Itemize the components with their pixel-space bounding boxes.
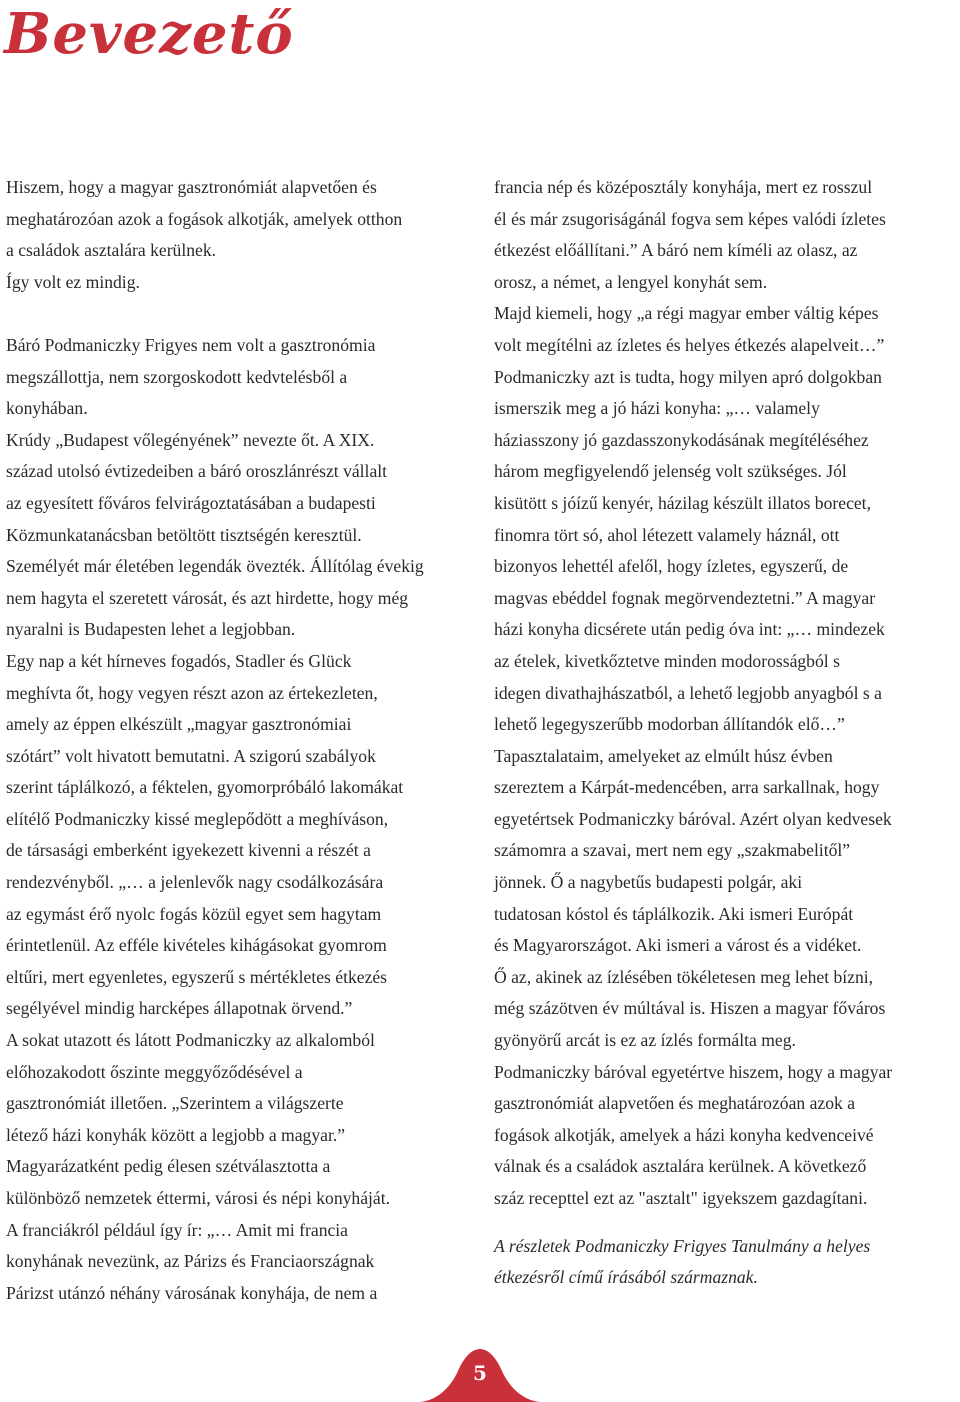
right-text-line: Tapasztalataim, amelyeket az elmúlt húsz évben [494, 745, 833, 766]
right-text-line: ismerszik meg a jó házi konyha: „… valamely [494, 398, 820, 419]
right-text-line: három megfigyelendő jelenség volt szükséges. Jól [494, 461, 847, 482]
left-text-line: segélyével mindig harcképes állapotnak örvend.” [6, 998, 353, 1019]
left-text-line: Báró Podmaniczky Frigyes nem volt a gasztronómia [6, 334, 376, 355]
source-caption [494, 1231, 960, 1294]
right-text-line: Ő az, akinek az ízlésében tökéletesen meg lehet bízni, [494, 966, 874, 987]
caption-line: A részletek Podmaniczky Frigyes Tanulmány a helyes [494, 1235, 871, 1256]
right-text-line: válnak és a családok asztalára kerülnek. A következő [494, 1156, 867, 1177]
right-text-line: kisütött s jóízű kenyér, házilag készült illatos borecet, [494, 492, 871, 513]
left-text-line: érintetlenül. Az efféle kivételes kihágásokat gyomrom [6, 935, 387, 956]
left-text-line: gasztronómiát illetően. „Szerintem a világszerte [6, 1093, 344, 1114]
left-text-line: Egy nap a két hírneves fogadós, Stadler és Glück [6, 650, 352, 671]
right-text-line: él és már zsugoriságánál fogva sem képes valódi ízletes [494, 208, 886, 229]
left-text-line: a családok asztalára kerülnek. [6, 240, 217, 261]
left-text-line: nyaralni is Budapesten lehet a legjobban. [6, 619, 296, 640]
left-text-line: különböző nemzetek éttermi, városi és népi konyháját. [6, 1188, 391, 1208]
left-text-line: Hiszem, hogy a magyar gasztronómiát alapvetően és [6, 177, 377, 197]
left-text-line: előhozakodott őszinte meggyőződésével a [6, 1061, 303, 1082]
left-text-line: az egymást érő nyolc fogás közül egyet sem hagytam [6, 903, 382, 924]
right-text-line: jönnek. Ő a nagybetűs budapesti polgár, aki [494, 872, 803, 893]
left-text-line: Krúdy „Budapest vőlegényének” nevezte őt. A XIX. [6, 429, 375, 450]
left-text-line: létező házi konyhák között a legjobb a magyar.” [6, 1124, 346, 1145]
right-text-line: idegen divathajhászatból, a lehető legjobb anyagból s a [494, 682, 882, 703]
left-text-line: nem hagyta el szeretett városát, és azt hirdette, hogy még [6, 587, 409, 608]
right-text-line: még százötven év múltával is. Hiszen a magyar főváros [494, 998, 886, 1019]
left-text-column [6, 172, 476, 1309]
page-number-badge [420, 1345, 540, 1402]
left-text-line: rendezvényből. „… a jelenlevők nagy csodálkozására [6, 872, 384, 893]
left-text-line: megszállottja, nem szorgoskodott kedvtelésből a [6, 366, 348, 387]
left-text-line: Így volt ez mindig. [6, 271, 140, 292]
page-title: Bevezető [4, 1, 294, 67]
right-text-line: Podmaniczky azt is tudta, hogy milyen apró dolgokban [494, 366, 882, 387]
right-text-line: házi konyha dicsérete után pedig óva int: „… mindezek [494, 619, 885, 640]
left-text-line: konyhában. [6, 398, 88, 419]
left-text-line: A franciákról például így ír: „… Amit mi francia [6, 1219, 348, 1240]
caption-line: étkezésről című írásából származnak. [494, 1267, 758, 1288]
right-text-line: fogások alkotják, amelyek a házi konyha kedvenceivé [494, 1124, 874, 1145]
right-text-line: tudatosan kóstol és táplálkozik. Aki ismeri Európát [494, 903, 854, 924]
right-text-line: orosz, a német, a lengyel konyhát sem. [494, 271, 768, 292]
right-text-line: Majd kiemeli, hogy „a régi magyar ember váltig képes [494, 303, 879, 324]
left-text-line: A sokat utazott és látott Podmaniczky az alkalomból [6, 1030, 375, 1051]
right-body-text [494, 172, 960, 1215]
left-text-line: Közmunkatanácsban betöltött tisztségén keresztül. [6, 524, 362, 545]
left-text-line: amely az éppen elkészült „magyar gasztronómiai [6, 714, 352, 735]
left-text-line: elítélő Podmaniczky kissé meglepődött a meghíváson, [6, 808, 389, 829]
left-text-line: de társasági emberként igyekezett kivenni a részét a [6, 840, 371, 861]
page-number: 5 [473, 1361, 487, 1385]
left-text-line: konyhának nevezünk, az Párizs és Franciaországnak [6, 1251, 375, 1272]
right-text-line: Podmaniczky báróval egyetértve hiszem, hogy a magyar [494, 1061, 893, 1082]
right-text-line: bizonyos lehettél afelől, hogy ízletes, egyszerű, de [494, 556, 849, 577]
left-text-line: Magyarázatként pedig élesen szétválasztotta a [6, 1156, 331, 1177]
right-text-line: számomra a szavai, mert nem egy „szakmabelitől” [494, 840, 851, 861]
left-text-line: Párizst utánzó néhány városának konyhája, de nem a [6, 1282, 378, 1303]
right-text-line: lehető legegyszerűbb modorban állítandók elő…” [494, 714, 845, 735]
right-text-column [494, 172, 960, 1294]
right-text-line: finomra tört só, ahol létezett valamely háznál, ott [494, 524, 840, 545]
right-text-line: gyönyörű arcát is ez az ízlés formálta meg. [494, 1030, 796, 1051]
left-text-line: Személyét már életében legendák övezték. Állítólag évekig [6, 556, 424, 577]
left-text-line: az egyesített főváros felvirágoztatásában a budapesti [6, 492, 376, 513]
left-text-line: szerint táplálkozó, a féktelen, gyomorpróbáló lakomákat [6, 777, 404, 798]
left-text-line: meghívta őt, hogy vegyen részt azon az értekezleten, [6, 682, 378, 703]
right-text-line: szereztem a Kárpát-medencében, arra sarkallnak, hogy [494, 777, 880, 798]
right-text-line: háziasszony jó gazdasszonykodásának megítéléséhez [494, 429, 869, 450]
right-text-line: étkezést előállítani.” A báró nem kíméli az olasz, az [494, 240, 858, 261]
left-text-line: század utolsó évtizedeiben a báró oroszlánrészt vállalt [6, 461, 388, 482]
right-text-line: és Magyarországot. Aki ismeri a várost és a vidéket. [494, 935, 862, 956]
right-text-line: egyetértsek Podmaniczky báróval. Azért olyan kedvesek [494, 808, 892, 829]
left-text-spacer [6, 298, 476, 330]
right-text-line: az ételek, kivetkőztetve minden modorosságból s [494, 650, 840, 671]
left-text-line: szótárt” volt hivatott bemutatni. A szigorú szabályok [6, 745, 376, 766]
right-text-line: száz recepttel ezt az "asztalt" igyekszem gazdagítani. [494, 1188, 868, 1208]
left-text-line: meghatározóan azok a fogások alkotják, amelyek otthon [6, 208, 403, 229]
right-text-line: volt megítélni az ízletes és helyes étkezés alapelveit…” [494, 334, 885, 355]
right-text-line: magvas ebéddel fognak megörvendeztetni.” A magyar [494, 587, 876, 608]
right-text-line: gasztronómiát alapvetően és meghatározóan azok a [494, 1093, 855, 1114]
right-text-line: francia nép és középosztály konyhája, mert ez rosszul [494, 177, 873, 197]
left-text-line: eltűri, mert egyenletes, egyszerű s mértékletes étkezés [6, 966, 388, 987]
